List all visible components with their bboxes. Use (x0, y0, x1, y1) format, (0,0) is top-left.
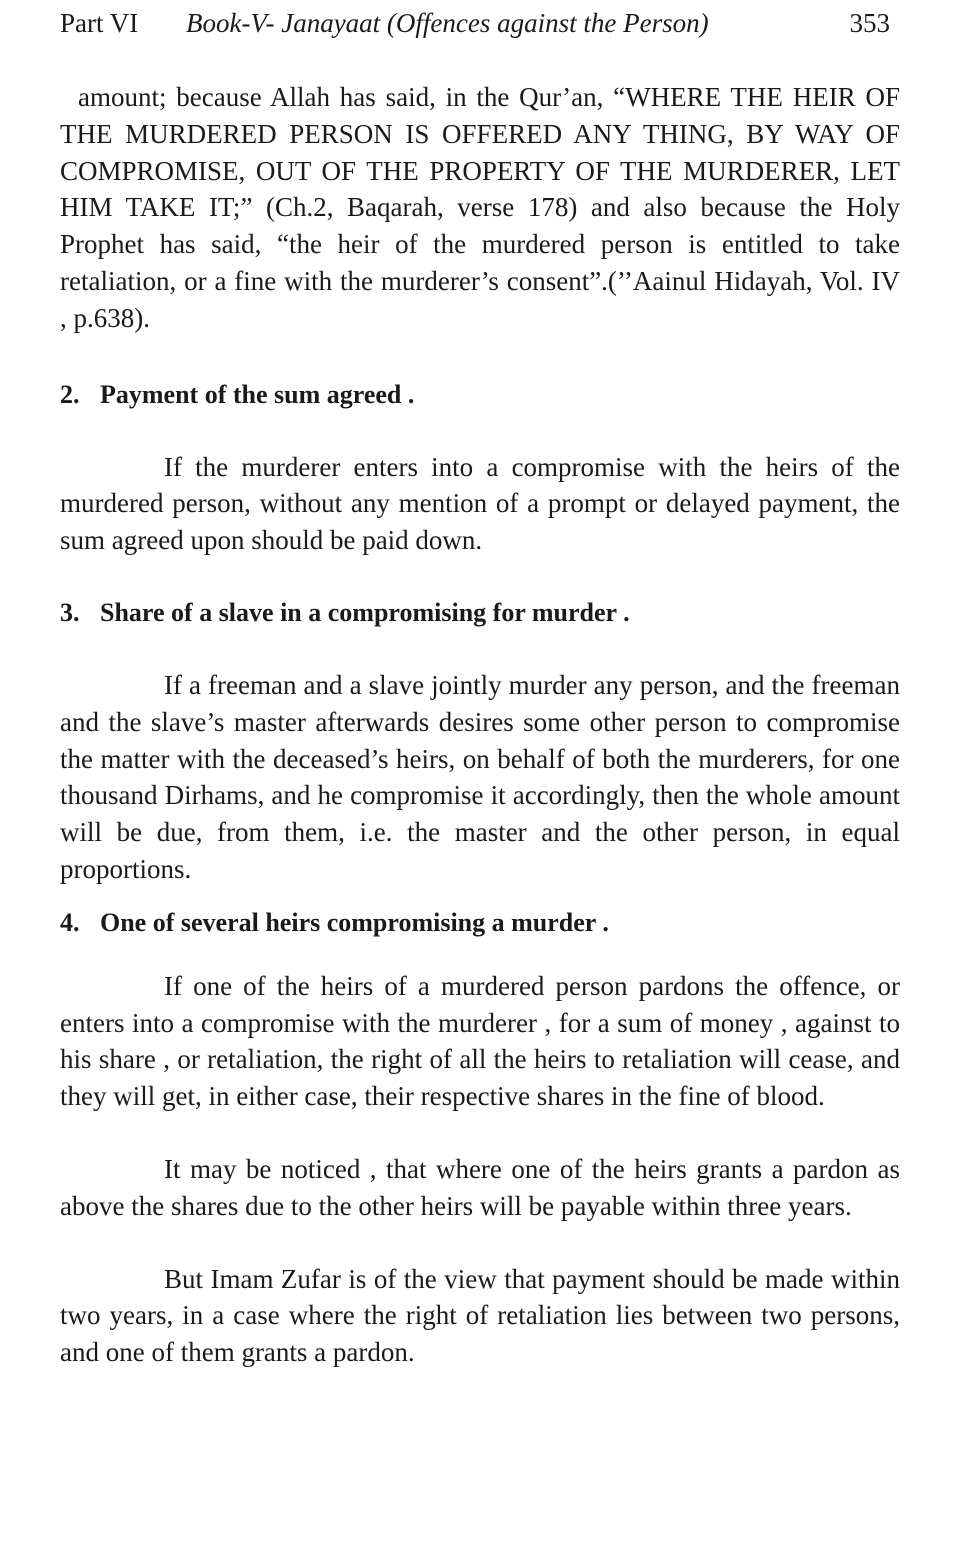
section-number: 3. (60, 597, 80, 627)
page-number: 353 (849, 8, 890, 38)
section-heading-3 (60, 595, 900, 631)
section-heading-4 (60, 905, 900, 941)
paragraph-section-4c: But Imam Zufar is of the view that payment should be made within two years, in a case where the right of retaliation lies between two persons, and one of them grants a pardon. (60, 1263, 900, 1368)
section-heading-2 (60, 377, 900, 413)
paragraph-section-4a: If one of the heirs of a murdered person pardons the offence, or enters into a compromise with the murderer , for a sum of money , against to his share , or retaliation, the right of all the heirs to retaliation will cease, and they will get, in either case, their respective shares in the fine of blood. (60, 970, 900, 1112)
header-book-title: Book-V- Janayaat (Offences against the Person) (186, 8, 709, 38)
section-title: Payment of the sum agreed . (100, 379, 415, 409)
header-part: Part VI (60, 8, 139, 38)
running-header (60, 6, 890, 40)
page-body (60, 79, 900, 1371)
paragraph-section-3: If a freeman and a slave jointly murder any person, and the freeman and the slave’s master afterwards desires some other person to compromise the matter with the deceased’s heirs, on behalf of both the murderers, for one thousand Dirhams, and he compromise it accordingly, then the whole amount will be due, from them, i.e. the master and the other person, in equal proportions. (60, 669, 900, 884)
paragraph-intro: amount; because Allah has said, in the Qur’an, “WHERE THE HEIR OF THE MURDERED PERSON IS OFFERED ANY THING, BY WAY OF COMPROMISE, OUT OF THE PROPERTY OF THE MURDERER, LET HIM TAKE IT;” (Ch.2, Baqarah, verse 178) and also because the Holy Prophet has said, “the heir of the murdered person is entitled to take retaliation, or a fine with the murderer’s consent”.(’’Aainul Hidayah, Vol. IV , p.638). (60, 82, 900, 333)
section-title: One of several heirs compromising a murder . (100, 907, 609, 937)
section-number: 2. (60, 379, 80, 409)
paragraph-section-2: If the murderer enters into a compromise with the heirs of the murdered person, without any mention of a prompt or delayed payment, the sum agreed upon should be paid down. (60, 451, 900, 556)
section-title: Share of a slave in a compromising for murder . (100, 597, 630, 627)
paragraph-section-4b: It may be noticed , that where one of the heirs grants a pardon as above the shares due to the other heirs will be payable within three years. (60, 1153, 900, 1221)
section-number: 4. (60, 907, 80, 937)
